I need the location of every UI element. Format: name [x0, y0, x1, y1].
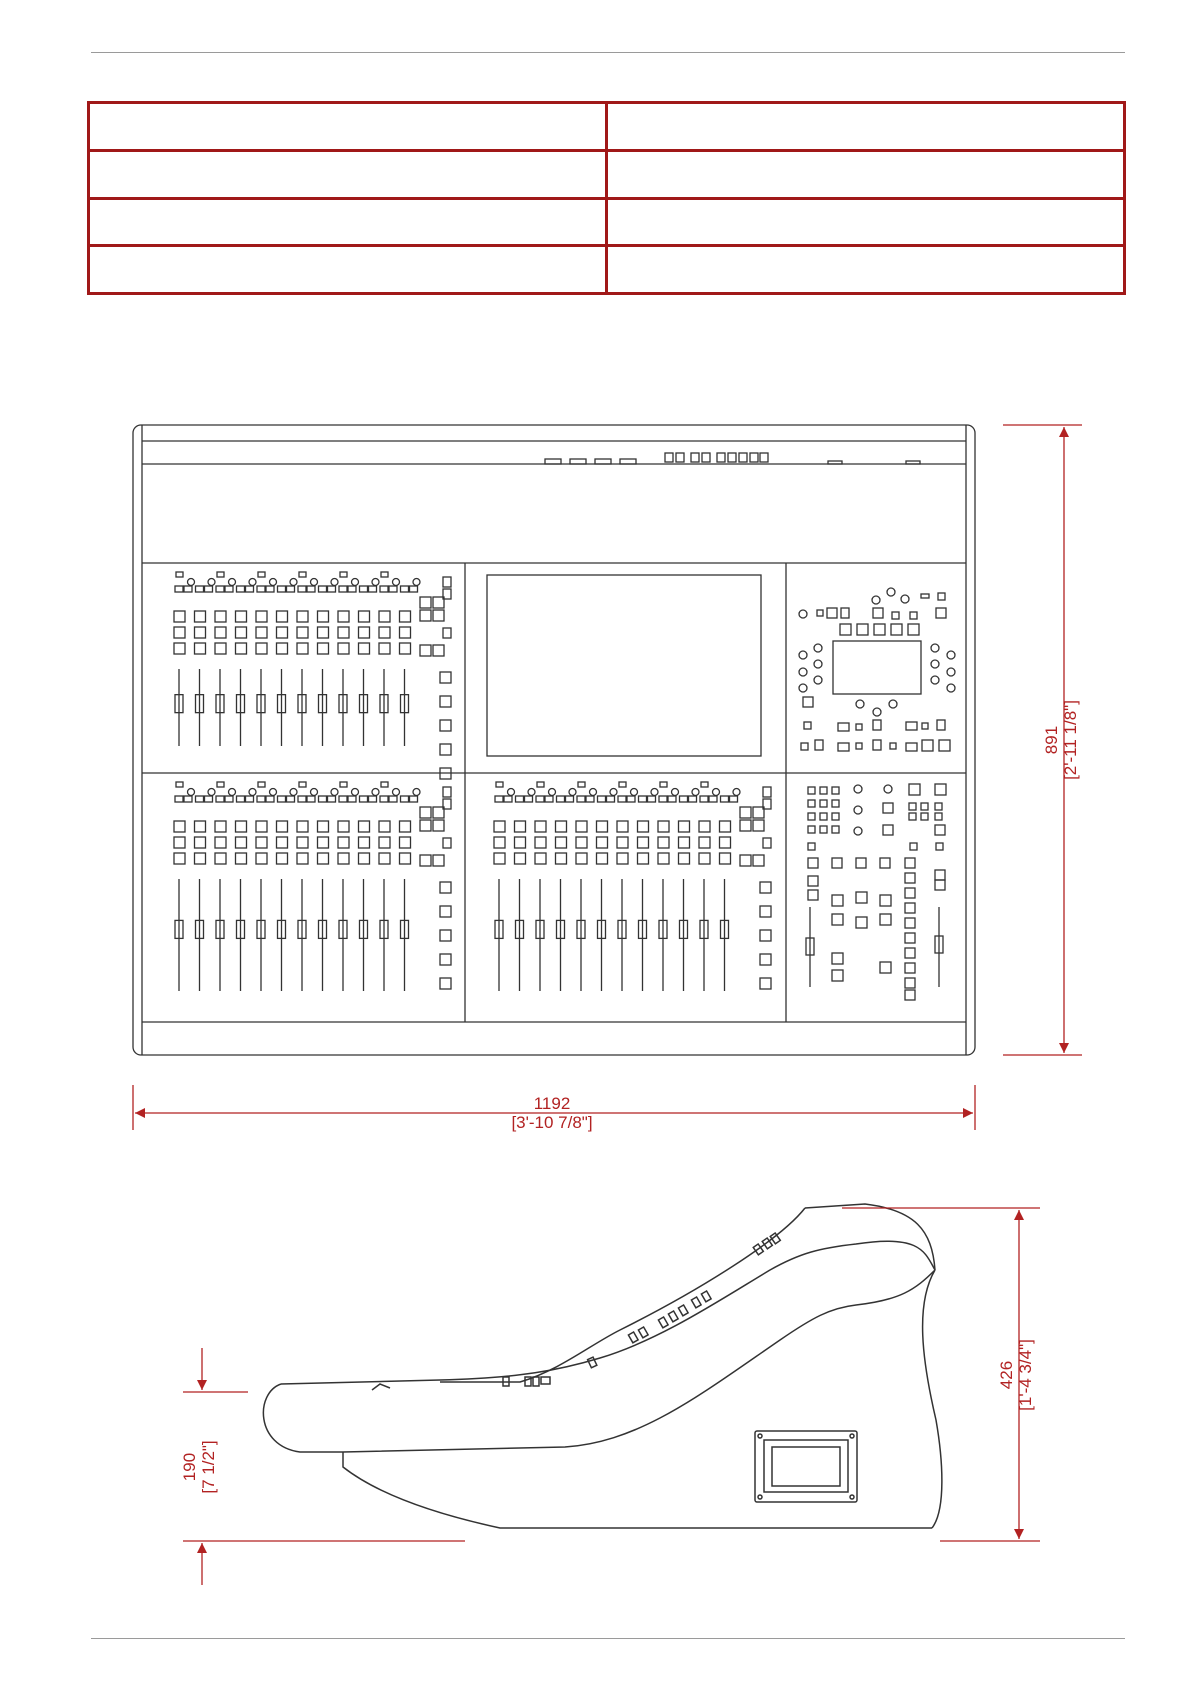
strip-button	[338, 611, 349, 622]
strip-button	[389, 586, 397, 592]
strip-button	[536, 796, 544, 802]
strip-button	[216, 586, 224, 592]
strip-button	[659, 796, 667, 802]
strip-knob	[672, 789, 679, 796]
strip-button	[174, 853, 185, 864]
strip-button	[328, 586, 336, 592]
strip-button	[359, 853, 370, 864]
strip-button	[379, 627, 390, 638]
strip-button	[215, 627, 226, 638]
strip-button	[297, 643, 308, 654]
strip-knob	[229, 789, 236, 796]
strip-button	[379, 643, 390, 654]
strip-knob	[352, 579, 359, 586]
strip-knob	[569, 789, 576, 796]
strip-button	[401, 796, 409, 802]
touch-screen	[487, 575, 761, 756]
strip-button	[237, 586, 245, 592]
strip-button	[380, 796, 388, 802]
strip-button	[597, 853, 608, 864]
strip-button	[307, 586, 315, 592]
strip-button	[257, 796, 265, 802]
strip-select-button	[340, 782, 347, 787]
strip-knob	[290, 789, 297, 796]
strip-knob	[413, 579, 420, 586]
strip-button	[348, 586, 356, 592]
strip-button	[236, 821, 247, 832]
strip-button	[700, 796, 708, 802]
strip-button	[369, 796, 377, 802]
strip-button	[360, 796, 368, 802]
strip-knob	[413, 789, 420, 796]
strip-button	[297, 611, 308, 622]
strip-button	[379, 611, 390, 622]
strip-button	[215, 611, 226, 622]
strip-button	[256, 643, 267, 654]
strip-select-button	[258, 782, 265, 787]
strip-button	[215, 643, 226, 654]
strip-button	[246, 796, 254, 802]
strip-select-button	[299, 572, 306, 577]
strip-select-button	[537, 782, 544, 787]
strip-button	[597, 837, 608, 848]
strip-button	[525, 796, 533, 802]
strip-button	[318, 611, 329, 622]
strip-knob	[229, 579, 236, 586]
console-top-view	[133, 425, 975, 1055]
strip-button	[205, 796, 213, 802]
strip-button	[237, 796, 245, 802]
strip-button	[410, 586, 418, 592]
strip-button	[535, 837, 546, 848]
depth-imperial: [2'-11 1/8"]	[1061, 700, 1080, 780]
strip-button	[216, 796, 224, 802]
strip-button	[720, 821, 731, 832]
strip-button	[348, 796, 356, 802]
strip-button	[380, 586, 388, 592]
strip-button	[699, 837, 710, 848]
strip-button	[379, 837, 390, 848]
strip-button	[638, 821, 649, 832]
strip-button	[598, 796, 606, 802]
strip-button	[196, 796, 204, 802]
strip-knob	[372, 789, 379, 796]
strip-button	[389, 796, 397, 802]
strip-button	[577, 796, 585, 802]
strip-button	[627, 796, 635, 802]
strip-button	[515, 837, 526, 848]
strip-select-button	[381, 572, 388, 577]
strip-button	[699, 821, 710, 832]
strip-button	[369, 586, 377, 592]
strip-knob	[528, 789, 535, 796]
strip-button	[679, 837, 690, 848]
strip-knob	[311, 789, 318, 796]
strip-select-button	[217, 572, 224, 577]
strip-button	[256, 611, 267, 622]
strip-button	[400, 611, 411, 622]
strip-button	[556, 821, 567, 832]
strip-button	[401, 586, 409, 592]
strip-button	[545, 796, 553, 802]
strip-button	[318, 627, 329, 638]
strip-button	[338, 821, 349, 832]
strip-button	[639, 796, 647, 802]
strip-button	[668, 796, 676, 802]
strip-knob	[631, 789, 638, 796]
strip-button	[328, 796, 336, 802]
front-height-imperial: [7 1/2"]	[199, 1440, 218, 1494]
strip-button	[658, 837, 669, 848]
strip-button	[225, 796, 233, 802]
strip-button	[277, 821, 288, 832]
strip-button	[297, 627, 308, 638]
master-display	[833, 641, 921, 694]
strip-button	[215, 853, 226, 864]
strip-knob	[188, 789, 195, 796]
strip-button	[556, 853, 567, 864]
strip-knob	[352, 789, 359, 796]
strip-button	[277, 853, 288, 864]
strip-knob	[733, 789, 740, 796]
strip-button	[225, 586, 233, 592]
strip-knob	[311, 579, 318, 586]
strip-button	[638, 837, 649, 848]
rear-height-value: 426	[997, 1360, 1016, 1390]
strip-button	[205, 586, 213, 592]
strip-button	[318, 821, 329, 832]
strip-button	[617, 821, 628, 832]
strip-button	[196, 586, 204, 592]
strip-button	[307, 796, 315, 802]
strip-button	[175, 586, 183, 592]
strip-button	[597, 821, 608, 832]
strip-button	[339, 586, 347, 592]
strip-button	[338, 643, 349, 654]
strip-button	[287, 586, 295, 592]
strip-button	[256, 837, 267, 848]
strip-button	[236, 643, 247, 654]
strip-button	[174, 643, 185, 654]
strip-button	[338, 853, 349, 864]
strip-button	[720, 853, 731, 864]
fader-bank-lower-left	[174, 782, 451, 991]
strip-button	[618, 796, 626, 802]
strip-button	[586, 796, 594, 802]
strip-select-button	[701, 782, 708, 787]
strip-button	[658, 821, 669, 832]
strip-button	[400, 837, 411, 848]
strip-knob	[372, 579, 379, 586]
strip-button	[494, 821, 505, 832]
width-imperial: [3'-10 7/8"]	[511, 1113, 593, 1132]
strip-knob	[508, 789, 515, 796]
strip-button	[504, 796, 512, 802]
strip-select-button	[176, 572, 183, 577]
strip-button	[730, 796, 738, 802]
strip-button	[617, 853, 628, 864]
strip-button	[277, 627, 288, 638]
strip-button	[494, 837, 505, 848]
strip-select-button	[660, 782, 667, 787]
strip-select-button	[381, 782, 388, 787]
strip-knob	[188, 579, 195, 586]
strip-knob	[208, 789, 215, 796]
strip-button	[699, 853, 710, 864]
strip-button	[278, 796, 286, 802]
strip-button	[298, 796, 306, 802]
strip-knob	[549, 789, 556, 796]
strip-knob	[331, 579, 338, 586]
strip-knob	[610, 789, 617, 796]
strip-button	[721, 796, 729, 802]
strip-button	[379, 821, 390, 832]
strip-button	[359, 627, 370, 638]
strip-button	[266, 796, 274, 802]
strip-button	[566, 796, 574, 802]
strip-knob	[393, 579, 400, 586]
strip-knob	[208, 579, 215, 586]
strip-button	[689, 796, 697, 802]
strip-button	[338, 627, 349, 638]
strip-knob	[290, 579, 297, 586]
master-section-lower	[806, 784, 946, 1000]
strip-button	[494, 853, 505, 864]
strip-select-button	[496, 782, 503, 787]
strip-button	[318, 837, 329, 848]
strip-button	[720, 837, 731, 848]
strip-button	[516, 796, 524, 802]
strip-knob	[713, 789, 720, 796]
strip-button	[298, 586, 306, 592]
strip-button	[195, 821, 206, 832]
fader-bank-upper-left	[174, 572, 451, 779]
strip-button	[236, 611, 247, 622]
strip-button	[175, 796, 183, 802]
strip-button	[266, 586, 274, 592]
strip-button	[215, 821, 226, 832]
strip-button	[195, 643, 206, 654]
strip-button	[658, 853, 669, 864]
strip-button	[359, 643, 370, 654]
strip-button	[257, 586, 265, 592]
strip-button	[379, 853, 390, 864]
strip-button	[638, 853, 649, 864]
strip-button	[287, 796, 295, 802]
strip-button	[319, 796, 327, 802]
strip-select-button	[176, 782, 183, 787]
strip-button	[648, 796, 656, 802]
strip-button	[576, 837, 587, 848]
strip-select-button	[258, 572, 265, 577]
strip-button	[215, 837, 226, 848]
strip-select-button	[619, 782, 626, 787]
strip-button	[278, 586, 286, 592]
strip-button	[400, 643, 411, 654]
rear-height-imperial: [1'-4 3/4"]	[1016, 1339, 1035, 1411]
strip-button	[297, 837, 308, 848]
strip-knob	[249, 579, 256, 586]
strip-button	[195, 853, 206, 864]
strip-button	[680, 796, 688, 802]
width-value: 1192	[533, 1094, 571, 1113]
strip-button	[515, 853, 526, 864]
top-panel-buttons	[545, 453, 920, 464]
strip-button	[400, 853, 411, 864]
strip-select-button	[578, 782, 585, 787]
strip-button	[607, 796, 615, 802]
strip-knob	[692, 789, 699, 796]
strip-button	[410, 796, 418, 802]
strip-button	[195, 837, 206, 848]
strip-button	[256, 627, 267, 638]
strip-button	[576, 821, 587, 832]
strip-button	[277, 611, 288, 622]
strip-button	[400, 821, 411, 832]
strip-button	[557, 796, 565, 802]
strip-button	[360, 586, 368, 592]
strip-knob	[590, 789, 597, 796]
strip-select-button	[299, 782, 306, 787]
strip-button	[236, 837, 247, 848]
strip-button	[556, 837, 567, 848]
strip-button	[359, 611, 370, 622]
strip-button	[338, 837, 349, 848]
strip-knob	[651, 789, 658, 796]
strip-button	[535, 853, 546, 864]
strip-button	[277, 837, 288, 848]
footer-rule	[91, 1638, 1125, 1639]
strip-button	[195, 611, 206, 622]
strip-select-button	[217, 782, 224, 787]
strip-button	[400, 627, 411, 638]
strip-button	[318, 853, 329, 864]
strip-button	[359, 837, 370, 848]
strip-button	[174, 611, 185, 622]
strip-knob	[270, 579, 277, 586]
strip-button	[339, 796, 347, 802]
strip-knob	[393, 789, 400, 796]
strip-button	[359, 821, 370, 832]
strip-button	[236, 627, 247, 638]
strip-button	[184, 586, 192, 592]
strip-button	[246, 586, 254, 592]
strip-button	[319, 586, 327, 592]
console-side-view	[263, 1151, 941, 1528]
strip-button	[679, 821, 690, 832]
strip-button	[535, 821, 546, 832]
strip-select-button	[340, 572, 347, 577]
strip-button	[495, 796, 503, 802]
strip-button	[515, 821, 526, 832]
strip-button	[174, 627, 185, 638]
strip-button	[318, 643, 329, 654]
front-height-value: 190	[180, 1452, 199, 1482]
strip-button	[184, 796, 192, 802]
strip-button	[174, 821, 185, 832]
strip-button	[256, 821, 267, 832]
width-dimension	[133, 1085, 975, 1132]
strip-knob	[331, 789, 338, 796]
strip-button	[195, 627, 206, 638]
master-section-upper	[799, 588, 955, 751]
strip-button	[256, 853, 267, 864]
strip-button	[576, 853, 587, 864]
strip-knob	[249, 789, 256, 796]
strip-button	[679, 853, 690, 864]
strip-knob	[270, 789, 277, 796]
depth-value: 891	[1042, 725, 1061, 755]
strip-button	[709, 796, 717, 802]
strip-button	[277, 643, 288, 654]
strip-button	[297, 821, 308, 832]
fader-bank-lower-center	[494, 782, 771, 991]
strip-button	[174, 837, 185, 848]
depth-dimension	[1003, 425, 1082, 1055]
strip-button	[297, 853, 308, 864]
strip-button	[617, 837, 628, 848]
strip-button	[236, 853, 247, 864]
